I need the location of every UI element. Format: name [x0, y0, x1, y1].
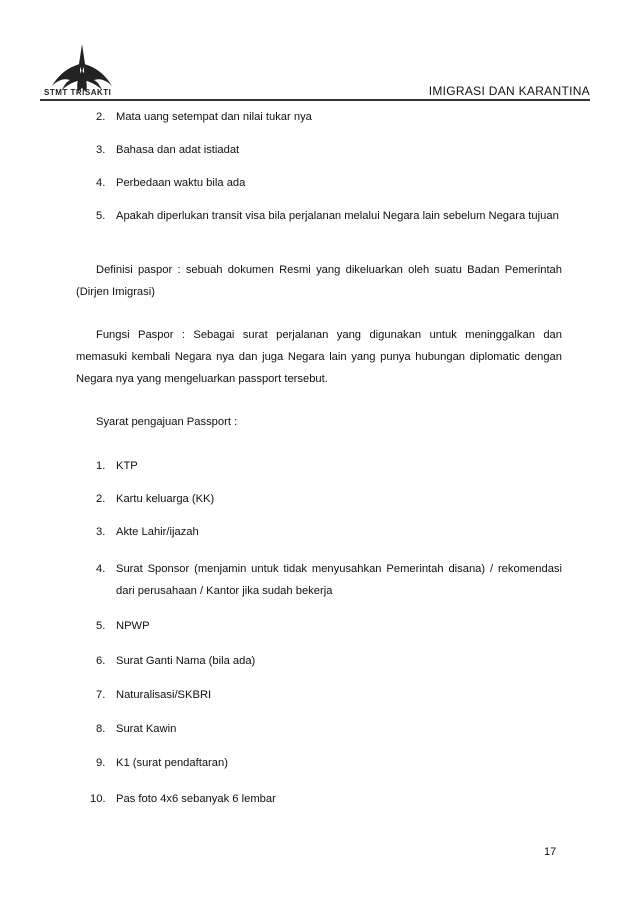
list-item-text: Surat Sponsor (menjamin untuk tidak menyusahkan Pemerintah disana) / rekomendasi dari perusahaan / Kantor jika sudah bekerja — [116, 563, 562, 597]
function-paragraph — [76, 324, 562, 390]
list-item — [90, 788, 562, 810]
list-item — [96, 455, 562, 477]
list-item-text: Perbedaan waktu bila ada — [116, 177, 246, 189]
requirements-heading — [76, 411, 562, 433]
list-item-number: 8. — [96, 723, 106, 735]
list-item-number: 3. — [96, 144, 106, 156]
list-item-text: Naturalisasi/SKBRI — [116, 689, 212, 701]
list-item-number: 6. — [96, 655, 106, 667]
list-item-text: Surat Ganti Nama (bila ada) — [116, 655, 256, 667]
requirements-heading-text: Syarat pengajuan Passport : — [96, 416, 238, 428]
header-divider — [40, 99, 590, 101]
list-item — [96, 558, 562, 602]
list-item-text: Bahasa dan adat istiadat — [116, 144, 240, 156]
list-item-number: 7. — [96, 689, 106, 701]
function-text: Fungsi Paspor : Sebagai surat perjalanan yang digunakan untuk meninggalkan dan memasuki kembali Negara nya dan juga Negara lain yang punya hubungan diplomatic dengan Negara nya yang mengeluarkan passport tersebut. — [76, 329, 562, 385]
list-item — [96, 205, 562, 227]
header-title: IMIGRASI DAN KARANTINA — [428, 84, 590, 98]
list-item — [96, 139, 562, 161]
list-item-number: 3. — [96, 526, 106, 538]
logo-text: STMT TRISAKTI — [44, 88, 112, 97]
definition-paragraph — [76, 259, 562, 303]
list-item-number: 4. — [96, 177, 106, 189]
list-item — [96, 752, 562, 774]
list-item-text: KTP — [116, 460, 138, 472]
list-item — [96, 521, 562, 543]
list-item-number: 10. — [90, 793, 106, 805]
list-item — [96, 718, 562, 740]
list-item-text: NPWP — [116, 620, 150, 632]
list-item-number: 2. — [96, 493, 106, 505]
list-item-number: 4. — [96, 563, 106, 575]
list-item-text: Mata uang setempat dan nilai tukar nya — [116, 111, 312, 123]
list-item-text: Akte Lahir/ijazah — [116, 526, 199, 538]
list-item-text: Apakah diperlukan transit visa bila perjalanan melalui Negara lain sebelum Negara tujuan — [116, 210, 559, 222]
list-item-number: 5. — [96, 210, 106, 222]
list-item — [96, 106, 562, 128]
list-item-text: Pas foto 4x6 sebanyak 6 lembar — [116, 793, 276, 805]
list-item — [96, 650, 562, 672]
list-item — [96, 615, 562, 637]
page-number: 17 — [544, 846, 557, 858]
list-item — [96, 172, 562, 194]
list-item-text: K1 (surat pendaftaran) — [116, 757, 228, 769]
list-item — [96, 684, 562, 706]
list-item-number: 9. — [96, 757, 106, 769]
list-item-text: Surat Kawin — [116, 723, 177, 735]
list-item-number: 2. — [96, 111, 106, 123]
list-item-number: 5. — [96, 620, 106, 632]
list-item-number: 1. — [96, 460, 106, 472]
list-item — [96, 488, 562, 510]
list-item-text: Kartu keluarga (KK) — [116, 493, 215, 505]
definition-text: Definisi paspor : sebuah dokumen Resmi yang dikeluarkan oleh suatu Badan Pemerintah (Dirjen Imigrasi) — [76, 264, 562, 298]
